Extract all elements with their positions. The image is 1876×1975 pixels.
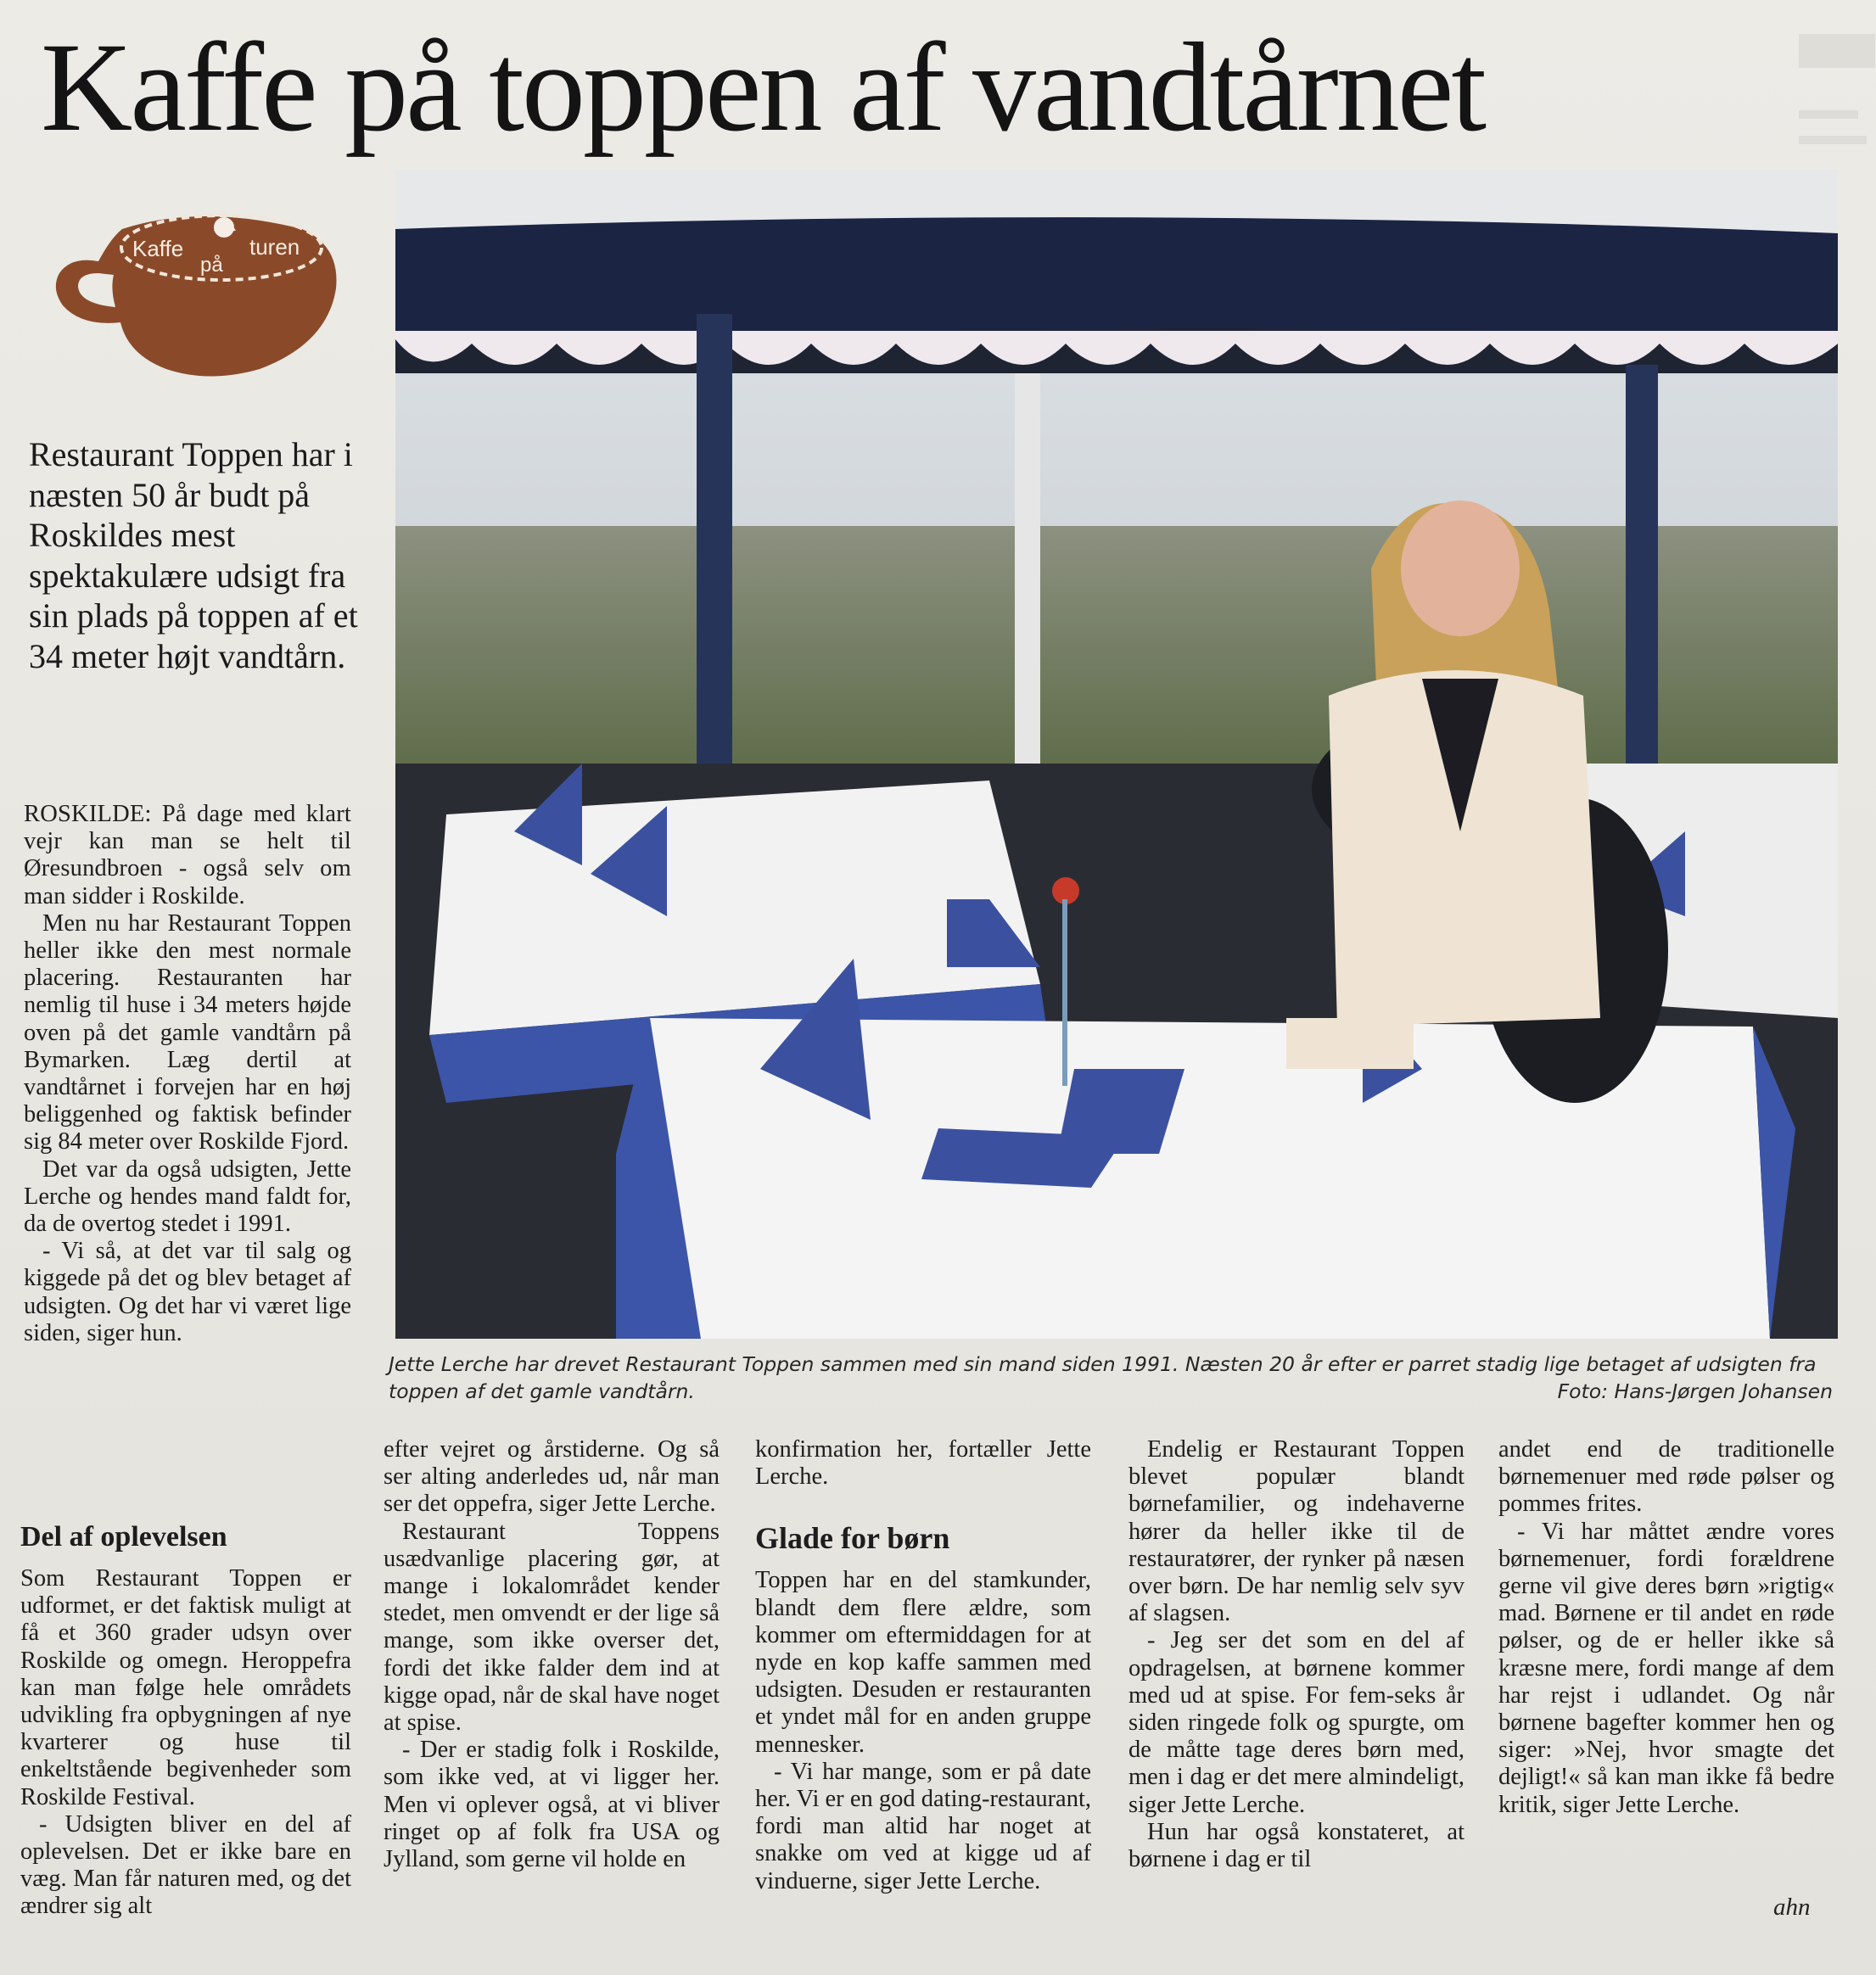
body-paragraph: Restaurant Toppens usædvanlige placering gør, at mange i lokalområdet kender stedet, men omvendt er der lige så mange, som ikke overser det, fordi det ikke falder dem ind at kigge opad, når de skal have noget at spise. [384,1518,720,1737]
column-4 [1128,1436,1464,1873]
column-2 [384,1436,720,1873]
lead-paragraph: Restaurant Toppen har i næsten 50 år budt på Roskildes mest spektakulære udsigt fra sin plads på toppen af et 34 meter højt vandtårn. [29,435,358,675]
photo-illustration [395,170,1838,1339]
body-paragraph: andet end de traditionelle børnemenuer med røde pølser og pommes frites. [1498,1436,1834,1518]
headline: Kaffe på toppen af vandtårnet [41,17,1485,158]
column-3 [755,1436,1091,1895]
photo-credit: Foto: Hans-Jørgen Johansen [1557,1379,1833,1403]
body-paragraph: - Jeg ser det som en del af opdragelsen, at børnene kommer med ud at spise. For fem-seks år siden ringede folk og spurgte, om de måtte tage deres børn med, men i dag er det mere almindeligt, siger Jette Lerche. [1128,1627,1464,1818]
body-paragraph: efter vejret og årstiderne. Og så ser alting anderledes ud, når man ser det oppefra, siger Jette Lerche. [384,1436,720,1518]
subheading-del-af-oplevelsen: Del af oplevelsen [20,1521,227,1553]
svg-text:Kaffe: Kaffe [132,236,184,261]
body-paragraph: Toppen har en del stamkunder, blandt dem flere ældre, som kommer om eftermiddagen for at nyde en kop kaffe sammen med udsigten. Desuden er restauranten et yndet mål for en anden gruppe mennesker. [755,1567,1091,1758]
author-signature: ahn [1773,1894,1811,1921]
body-paragraph: - Vi så, at det var til salg og kiggede på det og blev betaget af udsigten. Og det har vi været lige siden, siger hun. [24,1238,351,1346]
column-5 [1498,1436,1834,1819]
body-paragraph: Hun har også konstateret, at børnene i dag er til [1128,1818,1464,1873]
restaurant-photo [395,170,1838,1339]
body-paragraph: konfirmation her, fortæller Jette Lerche. [755,1436,1091,1491]
body-paragraph: Det var da også udsigten, Jette Lerche og hendes mand faldt for, da de overtog stedet i 1991. [24,1155,351,1238]
column-1 [24,801,351,1347]
body-paragraph: Endelig er Restaurant Toppen blevet populær blandt børnefamilier, og indehaverne hører da heller ikke til de restauratører, der rynker på næsen over børn. De har nemlig selv syv af slagsen. [1128,1436,1464,1627]
kaffe-paa-turen-logo [48,195,353,390]
dateline-paragraph: ROSKILDE: På dage med klart vejr kan man se helt til Øresundbroen - også selv om man sidder i Roskilde. [24,801,351,909]
body-paragraph: - Vi har mange, som er på date her. Vi er en god dating-restaurant, fordi man altid har noget at snakke om ved at kigge ud af vinduerne, siger Jette Lerche. [755,1758,1091,1894]
body-paragraph: - Vi har måttet ændre vores børnemenuer, fordi forældrene gerne vil give deres børn »rigtig« mad. Børnene er til andet en røde pølser, og de er heller ikke så kræsne mere, fordi mange af dem har rejst i udlandet. Og når børnene bagefter kommer hen og siger: »Nej, hvor smagte det dejligt!« så kan man ikke få bedre kritik, siger Jette Lerche. [1498,1518,1834,1818]
subheading-glade-for-boern: Glade for børn [755,1521,950,1556]
coffee-cup-icon [56,215,337,377]
body-paragraph: - Der er stadig folk i Roskilde, som ikke ved, at vi ligger her. Men vi oplever også, at vi bliver ringet op af folk fra USA og Jylland, som gerne vil holde en [384,1737,720,1873]
body-paragraph: - Udsigten bliver en del af oplevelsen. Det er ikke bare en væg. Man får naturen med, og det ændrer sig alt [20,1810,351,1920]
body-paragraph: Men nu har Restaurant Toppen heller ikke den mest normale placering. Restauranten har nemlig til huse i 34 meters højde oven på det gamle vandtårn på Bymarken. Læg dertil at vandtårnet i forvejen har en høj beliggenhed og faktisk befinder sig 84 meter over Roskilde Fjord. [24,909,351,1155]
body-paragraph: Som Restaurant Toppen er udformet, er det faktisk muligt at få et 360 grader udsyn over Roskilde og omegn. Heroppefra kan man følge hele områdets udvikling fra opbygningen af nye kvarterer og huse til enkeltstående begivenheder som Roskilde Festival. [20,1565,351,1810]
svg-text:turen: turen [249,234,300,260]
photo-caption: Jette Lerche har drevet Restaurant Toppen sammen med sin mand siden 1991. Næsten 20 år efter er parret stadig lige betaget af udsigten fra toppen af det gamle vandtårn. [389,1352,1817,1403]
column-1-lower [20,1565,351,1921]
svg-text:på: på [200,254,223,277]
